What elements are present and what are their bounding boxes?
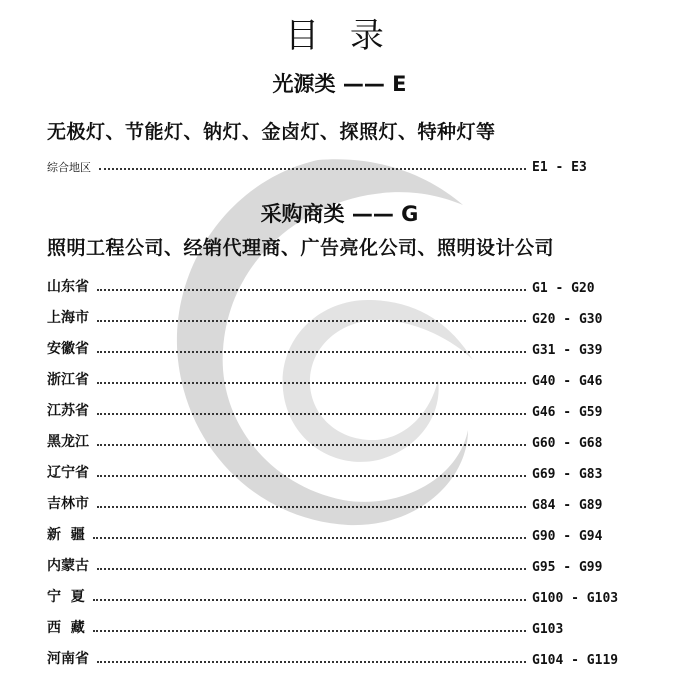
toc-entry[interactable] (47, 398, 632, 420)
toc-entry-pages: G1 - G20 (532, 281, 595, 296)
toc-entry[interactable] (47, 336, 632, 358)
toc-entry[interactable] (47, 429, 632, 451)
toc-entry-name: 辽宁省 (47, 465, 89, 481)
toc-entry[interactable] (47, 305, 632, 327)
toc-entry-name: 宁 夏 (47, 589, 85, 605)
toc-entry[interactable] (47, 491, 632, 513)
toc-entry-pages: G103 (532, 622, 564, 637)
toc-entry-name: 吉林市 (47, 496, 89, 512)
toc-entry-name: 上海市 (47, 310, 89, 326)
toc-entry-pages: G46 - G59 (532, 405, 603, 420)
dot-leader (93, 630, 526, 632)
section-title-light-sources: 光源类 —— E (272, 72, 407, 96)
dot-leader (97, 382, 526, 384)
toc-entry[interactable] (47, 584, 632, 606)
dot-leader (97, 413, 526, 415)
toc-entry[interactable] (47, 646, 632, 668)
dot-leader (97, 351, 526, 353)
dot-leader (97, 444, 526, 446)
toc-entry-pages: G60 - G68 (532, 436, 603, 451)
toc-entry-pages: G100 - G103 (532, 591, 619, 606)
toc-entry[interactable] (47, 367, 632, 389)
toc-entry-name: 安徽省 (47, 341, 89, 357)
toc-entry[interactable] (47, 553, 632, 575)
toc-entry-name: 河南省 (47, 651, 89, 667)
dot-leader (93, 599, 526, 601)
dot-leader (97, 506, 526, 508)
toc-entry[interactable] (47, 522, 632, 544)
dot-leader (97, 568, 526, 570)
toc-entry-name: 浙江省 (47, 372, 89, 388)
toc-entry-name: 内蒙古 (47, 558, 89, 574)
toc-entry-pages: G104 - G119 (532, 653, 619, 668)
toc-entry-pages: G84 - G89 (532, 498, 603, 513)
dot-leader (97, 475, 526, 477)
dot-leader (97, 289, 526, 291)
toc-entry-pages: G90 - G94 (532, 529, 603, 544)
section-title-purchasers: 采购商类 —— G (260, 202, 419, 226)
toc-entry-name: 黑龙江 (47, 434, 89, 450)
dot-leader (99, 168, 526, 170)
toc-entry[interactable] (47, 153, 632, 175)
toc-entry-name: 山东省 (47, 279, 89, 295)
toc-entry-pages: G20 - G30 (532, 312, 603, 327)
toc-entry[interactable] (47, 274, 632, 296)
section-subtitle-purchasers: 照明工程公司、经销代理商、广告亮化公司、照明设计公司 (47, 237, 555, 259)
toc-entry-name: 西 藏 (47, 620, 85, 636)
section-subtitle-light-sources: 无极灯、节能灯、钠灯、金卤灯、探照灯、特种灯等 (47, 121, 496, 143)
toc-entry[interactable] (47, 615, 632, 637)
toc-entry-pages: G95 - G99 (532, 560, 603, 575)
dot-leader (97, 320, 526, 322)
toc-entry-pages: E1 - E3 (532, 160, 587, 175)
toc-entry-name: 综合地区 (47, 161, 91, 174)
toc-entry-pages: G40 - G46 (532, 374, 603, 389)
page-title: 目 录 (285, 16, 394, 56)
toc-entry[interactable] (47, 460, 632, 482)
toc-entry-pages: G31 - G39 (532, 343, 603, 358)
dot-leader (97, 661, 526, 663)
toc-entry-pages: G69 - G83 (532, 467, 603, 482)
toc-entry-name: 江苏省 (47, 403, 89, 419)
toc-entry-name: 新 疆 (47, 527, 85, 543)
dot-leader (93, 537, 526, 539)
